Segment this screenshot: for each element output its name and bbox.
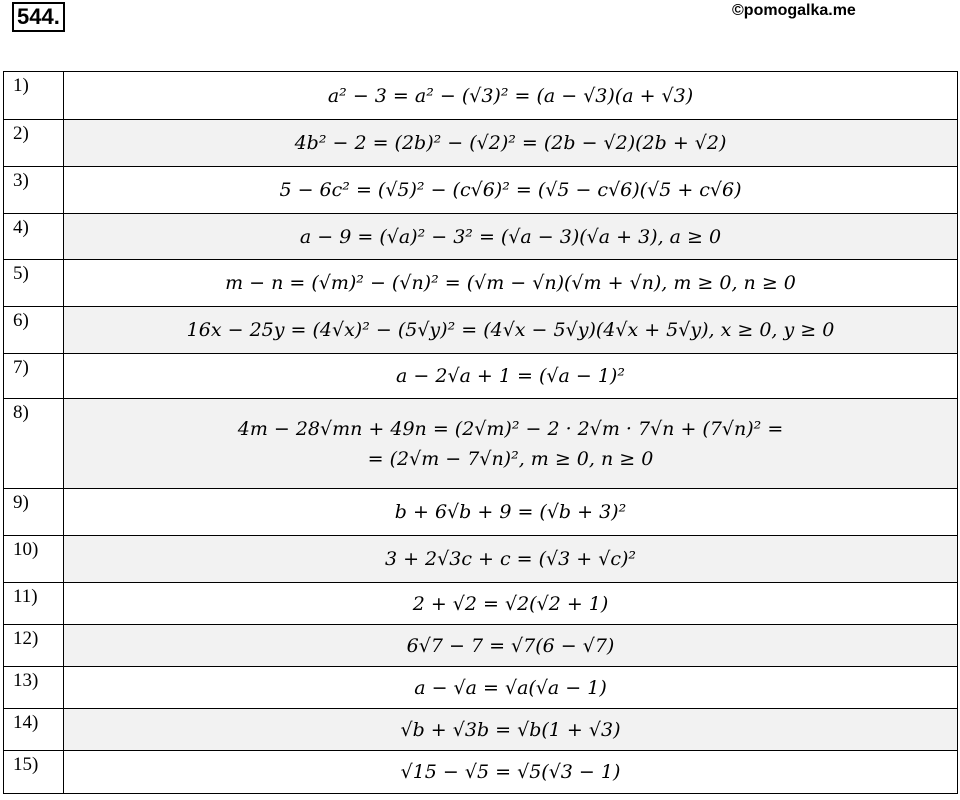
solutions-table [3, 71, 958, 794]
equation-line: 3 + 2√3c + c = (√3 + √c)² [384, 548, 637, 570]
table-row [4, 489, 958, 536]
equation-line: 4m − 28√mn + 49n = (2√m)² − 2 · 2√m · 7√n + (7√n)² = [237, 417, 784, 440]
equation-cell [64, 709, 958, 751]
equation-cell [64, 120, 958, 167]
row-number: 1) [4, 72, 64, 120]
table-row [4, 354, 958, 399]
equation-line: = (2√m − 7√n)², m ≥ 0, n ≥ 0 [367, 447, 654, 470]
equation-line: a − √a = √a(√a − 1) [414, 676, 607, 699]
row-number: 5) [4, 260, 64, 307]
row-number: 3) [4, 167, 64, 214]
table-row [4, 751, 958, 794]
equation-cell [64, 72, 958, 120]
table-row [4, 167, 958, 214]
equation-line: 6√7 − 7 = √7(6 − √7) [406, 634, 615, 657]
equation-cell [64, 354, 958, 399]
problem-number: 544. [12, 2, 65, 32]
row-number: 8) [4, 399, 64, 489]
table-row [4, 625, 958, 667]
solutions-table-body [4, 72, 958, 794]
row-number: 13) [4, 667, 64, 709]
equation-line: b + 6√b + 9 = (√b + 3)² [394, 501, 627, 523]
equation-line: 4b² − 2 = (2b)² − (√2)² = (2b − √2)(2b + √2) [294, 132, 727, 154]
equation-line: a − 9 = (√a)² − 3² = (√a − 3)(√a + 3), a ≥ 0 [299, 225, 722, 248]
equation-line: a − 2√a + 1 = (√a − 1)² [396, 365, 625, 387]
row-number: 14) [4, 709, 64, 751]
table-row [4, 583, 958, 625]
row-number: 12) [4, 625, 64, 667]
equation-line: m − n = (√m)² − (√n)² = (√m − √n)(√m + √n), m ≥ 0, n ≥ 0 [225, 272, 796, 294]
equation-cell [64, 167, 958, 214]
row-number: 2) [4, 120, 64, 167]
table-row [4, 260, 958, 307]
table-row [4, 667, 958, 709]
row-number: 9) [4, 489, 64, 536]
table-row [4, 536, 958, 583]
table-row [4, 214, 958, 260]
equation-cell [64, 751, 958, 794]
table-row [4, 72, 958, 120]
equation-line: √15 − √5 = √5(√3 − 1) [400, 761, 621, 783]
table-row [4, 399, 958, 489]
row-number: 7) [4, 354, 64, 399]
row-number: 11) [4, 583, 64, 625]
equation-cell [64, 307, 958, 354]
watermark: ©pomogalka.me [732, 2, 856, 19]
table-row [4, 709, 958, 751]
table-row [4, 120, 958, 167]
table-row [4, 307, 958, 354]
equation-line: a² − 3 = a² − (√3)² = (a − √3)(a + √3) [327, 84, 694, 107]
equation-line: 5 − 6c² = (√5)² − (c√6)² = (√5 − c√6)(√5 + c√6) [279, 179, 742, 201]
row-number: 10) [4, 536, 64, 583]
equation-cell [64, 399, 958, 489]
equation-line: 16x − 25y = (4√x)² − (5√y)² = (4√x − 5√y)(4√x + 5√y), x ≥ 0, y ≥ 0 [186, 319, 835, 341]
equation-cell [64, 667, 958, 709]
equation-cell [64, 489, 958, 536]
equation-cell [64, 260, 958, 307]
equation-line: 2 + √2 = √2(√2 + 1) [412, 592, 609, 615]
row-number: 15) [4, 751, 64, 794]
equation-cell [64, 583, 958, 625]
equation-cell [64, 214, 958, 260]
row-number: 4) [4, 214, 64, 260]
equation-line: √b + √3b = √b(1 + √3) [400, 718, 621, 741]
equation-cell [64, 625, 958, 667]
equation-cell [64, 536, 958, 583]
row-number: 6) [4, 307, 64, 354]
